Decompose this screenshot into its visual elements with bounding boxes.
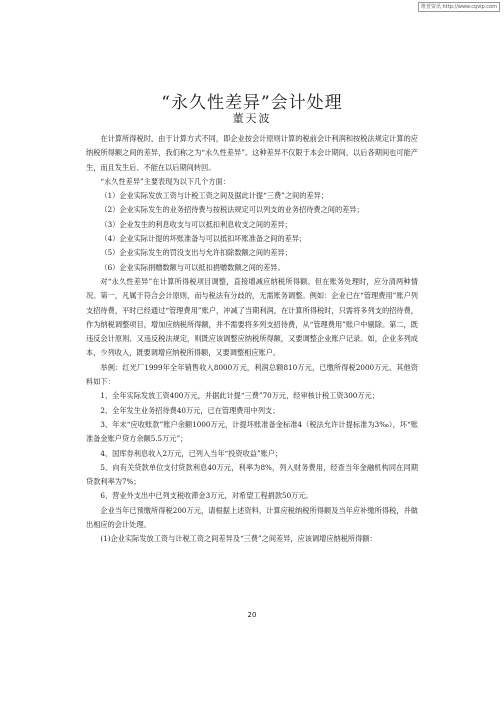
list-item: （4）企业实际计提的坏账准备与可以抵扣坏账准备之间的差异； bbox=[100, 234, 307, 244]
paragraph-intro: 在计算所得税时，由于计算方式不同，即企业按会计原则计算的税前会计利润和按税法规定计算的应纳税所得额之间的差异，我们称之为“永久性差异”。这种差异不仅限于本会计期间，以后各期间也可能产生，而且发生后、不能在以后期间转回。 bbox=[86, 134, 418, 172]
paragraph-treatment: 对“永久性差异”在计算所得税项目调整，直接增减应纳税所得额。但在账务处理时，应分清两种情况。第一，凡属于符合会计原则，而与税法有分歧的，无需账务调整。例如：企业已在“管理费用”账户列支招待费，平时已经通过“管理费用”账户，冲减了当期利润，在计算所得税时，只需将多列支的招待费，作为纳税调整项目，增加应纳税所得额，并不需要将多列支招待费，从“管理费用”账户中剔除。第二，既违反会计原则、又违反税法规定，则既应该调整应纳税所得额，又要调整企业账户记录。如，企业多列成本，少列收入，既要调增应纳税所得额，又要调整相应账户。 bbox=[86, 276, 418, 358]
paragraph-example: 举例：红光厂1999年全年销售收入8000万元，利润总额810万元，已缴所得税2000万元。其他资料如下： bbox=[86, 362, 418, 387]
paragraph-task: 企业当年已预缴所得税200万元，请根据上述资料，计算应税纳税所得额及当年应补缴所得税，并做出相应的会计处理。 bbox=[86, 505, 418, 530]
list-item: （3）企业发生的利息收支与可以抵扣利息收支之间的差异； bbox=[100, 219, 292, 229]
paragraph-step-1: (1)企业实际发放工资与计税工资之间差异及“三费”之间差异，应该调增应纳税所得额： bbox=[100, 534, 377, 544]
example-item: 2、全年发生业务招待费40万元，已在管理费用中列支； bbox=[100, 405, 280, 415]
page-number: 20 bbox=[247, 611, 257, 619]
article-title: “永久性差异”会计处理 bbox=[161, 93, 343, 113]
list-item: （2）企业实际发生的业务招待费与按税法规定可以列支的业务招待费之间的差异； bbox=[100, 205, 364, 215]
example-item: 3、年末“应收账款”账户余额1000万元，计提坏账准备金标准4（税法允许计提标准为3‰），坏“账准备金账户贷方余额5.5万元”； bbox=[86, 419, 418, 444]
watermark-stamp: 维普资讯 http://www.cqvip.com bbox=[418, 2, 500, 12]
article-body bbox=[86, 132, 418, 547]
list-item: （5）企业实际发生的罚没支出与允许扣除数额之间的差异； bbox=[100, 248, 292, 258]
example-item: 1、全年实际发放工资400万元，并据此计提“三费”70万元，经审核计税工资300万元； bbox=[100, 391, 379, 401]
example-item: 5、向有关贷款单位支付贷款利息40万元，利率为8%，列入财务费用，经查当年金融机构同在同期贷款利率为7%； bbox=[86, 462, 418, 487]
example-item: 4、国库券利息收入2万元，已列入当年“投资收益”账户； bbox=[100, 448, 283, 458]
paragraph-list-intro: “永久性差异”主要表现为以下几个方面： bbox=[100, 176, 230, 186]
list-item: （6）企业实际捐赠数额与可以抵扣捐赠数额之间的差异。 bbox=[100, 262, 285, 272]
example-item: 6、营业外支出中已列支税收滞金3万元，对希望工程捐款50万元。 bbox=[100, 491, 313, 501]
list-item: （1）企业实际发放工资与计税工资之间及据此计提“三费”之间的差异； bbox=[100, 191, 328, 201]
article-author: 董天波 bbox=[232, 112, 272, 125]
